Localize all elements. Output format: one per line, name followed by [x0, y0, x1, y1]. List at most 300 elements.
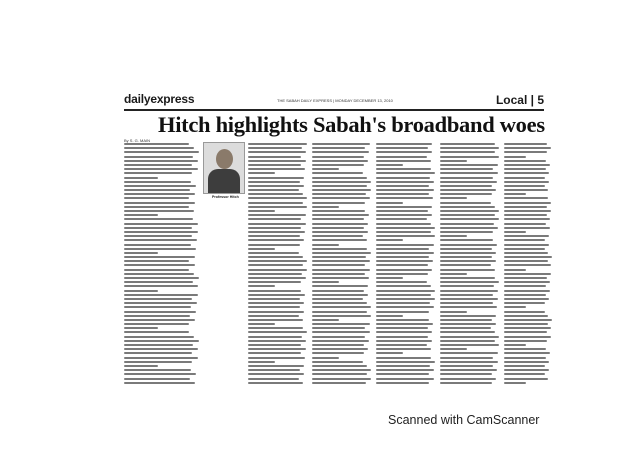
text-line	[504, 290, 550, 292]
text-line	[504, 269, 526, 271]
text-line	[124, 285, 198, 287]
text-line	[312, 294, 368, 296]
text-line	[248, 323, 275, 325]
text-line	[312, 319, 339, 321]
text-line	[248, 160, 306, 162]
text-line	[504, 256, 552, 258]
scanner-watermark: Scanned with CamScanner	[388, 413, 540, 427]
text-line	[124, 231, 198, 233]
text-line	[312, 378, 371, 380]
text-line	[504, 185, 545, 187]
section-label: Local | 5	[495, 93, 544, 107]
text-line	[440, 382, 492, 384]
text-line	[504, 168, 546, 170]
text-line	[248, 210, 275, 212]
text-line	[248, 147, 302, 149]
text-line	[312, 256, 366, 258]
text-line	[124, 365, 158, 367]
text-line	[248, 311, 304, 313]
text-line	[124, 252, 158, 254]
text-line	[376, 206, 432, 208]
text-line	[376, 331, 432, 333]
text-line	[248, 172, 275, 174]
text-line	[124, 260, 189, 262]
text-line	[440, 365, 493, 367]
text-line	[124, 206, 189, 208]
text-line	[376, 327, 428, 329]
text-line	[440, 143, 495, 145]
text-line	[124, 185, 196, 187]
text-line	[124, 235, 192, 237]
text-line	[248, 373, 304, 375]
text-line	[312, 185, 367, 187]
text-line	[248, 331, 307, 333]
text-line	[312, 206, 339, 208]
text-line	[248, 319, 303, 321]
text-line	[312, 373, 367, 375]
text-line	[504, 177, 545, 179]
text-line	[440, 164, 498, 166]
text-line	[376, 244, 434, 246]
text-column-4	[376, 143, 436, 386]
text-line	[312, 235, 363, 237]
text-line	[504, 202, 551, 204]
text-line	[312, 151, 369, 153]
text-line	[440, 231, 493, 233]
text-line	[124, 315, 190, 317]
text-line	[376, 164, 403, 166]
text-line	[312, 357, 339, 359]
text-line	[248, 260, 307, 262]
text-line	[312, 244, 339, 246]
text-line	[504, 248, 545, 250]
text-line	[376, 210, 428, 212]
text-line	[440, 147, 499, 149]
text-line	[376, 260, 433, 262]
text-line	[376, 193, 429, 195]
text-line	[312, 302, 367, 304]
text-line	[124, 369, 191, 371]
text-line	[248, 357, 305, 359]
text-line	[504, 143, 547, 145]
text-line	[124, 189, 190, 191]
text-line	[248, 218, 301, 220]
text-line	[124, 193, 195, 195]
text-line	[248, 306, 300, 308]
text-line	[124, 306, 191, 308]
text-line	[312, 323, 370, 325]
text-line	[440, 298, 498, 300]
text-line	[124, 331, 189, 333]
text-line	[376, 248, 429, 250]
text-line	[440, 311, 467, 313]
text-line	[376, 256, 429, 258]
text-line	[504, 218, 550, 220]
text-line	[248, 352, 301, 354]
text-line	[124, 147, 194, 149]
text-line	[248, 264, 303, 266]
text-line	[376, 189, 434, 191]
text-line	[312, 214, 369, 216]
text-line	[124, 352, 192, 354]
text-line	[312, 348, 368, 350]
text-line	[504, 160, 546, 162]
text-line	[504, 235, 549, 237]
text-line	[440, 244, 497, 246]
text-line	[312, 193, 366, 195]
text-line	[376, 373, 429, 375]
text-line	[376, 277, 403, 279]
text-line	[248, 235, 300, 237]
text-line	[312, 298, 363, 300]
text-line	[376, 168, 431, 170]
text-line	[504, 197, 548, 199]
text-line	[124, 177, 158, 179]
text-line	[312, 361, 363, 363]
text-line	[376, 344, 427, 346]
text-line	[440, 357, 493, 359]
text-line	[504, 214, 547, 216]
text-line	[440, 223, 494, 225]
text-line	[312, 202, 365, 204]
text-line	[124, 273, 194, 275]
text-line	[376, 361, 435, 363]
text-line	[124, 218, 193, 220]
text-line	[376, 264, 428, 266]
text-line	[504, 223, 546, 225]
text-line	[440, 340, 495, 342]
text-line	[124, 227, 192, 229]
text-line	[248, 185, 304, 187]
text-line	[504, 382, 526, 384]
text-line	[504, 264, 551, 266]
text-line	[248, 214, 306, 216]
text-line	[440, 281, 499, 283]
text-line	[248, 231, 305, 233]
text-line	[504, 361, 549, 363]
text-line	[124, 277, 199, 279]
text-line	[376, 185, 429, 187]
text-line	[376, 302, 430, 304]
text-line	[124, 181, 191, 183]
text-line	[376, 336, 428, 338]
text-line	[440, 151, 495, 153]
text-line	[124, 244, 191, 246]
text-line	[440, 172, 498, 174]
text-line	[248, 277, 306, 279]
text-line	[504, 281, 550, 283]
text-line	[440, 348, 467, 350]
text-line	[248, 189, 299, 191]
text-line	[440, 185, 492, 187]
text-line	[248, 151, 306, 153]
text-line	[312, 331, 370, 333]
text-line	[376, 290, 435, 292]
text-line	[440, 235, 467, 237]
text-line	[504, 331, 547, 333]
text-line	[312, 177, 367, 179]
text-line	[124, 382, 195, 384]
text-line	[376, 340, 432, 342]
text-line	[440, 197, 467, 199]
text-line	[124, 143, 189, 145]
text-line	[376, 294, 431, 296]
text-line	[504, 277, 547, 279]
text-line	[312, 306, 371, 308]
text-line	[504, 156, 526, 158]
text-line	[312, 260, 370, 262]
text-line	[440, 315, 496, 317]
text-line	[312, 281, 339, 283]
text-line	[440, 285, 494, 287]
portrait-body	[208, 169, 240, 194]
text-line	[312, 264, 365, 266]
text-line	[376, 352, 403, 354]
text-line	[440, 256, 492, 258]
text-line	[504, 302, 545, 304]
text-line	[504, 181, 549, 183]
text-line	[376, 252, 434, 254]
text-line	[504, 227, 550, 229]
text-line	[504, 336, 551, 338]
text-line	[124, 202, 195, 204]
text-line	[504, 252, 548, 254]
text-line	[312, 231, 368, 233]
text-line	[504, 319, 552, 321]
text-line	[312, 210, 365, 212]
text-line	[440, 331, 495, 333]
text-line	[440, 306, 497, 308]
text-line	[504, 327, 551, 329]
text-line	[376, 172, 435, 174]
text-line	[312, 336, 365, 338]
text-line	[248, 336, 302, 338]
text-line	[248, 193, 303, 195]
text-line	[440, 277, 495, 279]
text-line	[124, 269, 189, 271]
text-line	[312, 365, 367, 367]
text-line	[504, 311, 545, 313]
text-line	[312, 227, 364, 229]
text-line	[312, 290, 364, 292]
text-line	[312, 311, 367, 313]
text-line	[312, 143, 370, 145]
text-line	[376, 323, 433, 325]
text-line	[376, 235, 435, 237]
text-line	[440, 214, 495, 216]
text-line	[440, 227, 498, 229]
text-line	[376, 231, 431, 233]
text-line	[124, 378, 190, 380]
text-line	[440, 160, 467, 162]
text-line	[248, 344, 301, 346]
text-line	[440, 290, 498, 292]
text-line	[124, 327, 158, 329]
text-line	[376, 273, 428, 275]
text-line	[440, 218, 499, 220]
text-line	[504, 294, 546, 296]
text-line	[312, 160, 368, 162]
text-line	[124, 340, 199, 342]
text-line	[312, 239, 367, 241]
text-line	[312, 218, 364, 220]
text-line	[248, 143, 307, 145]
text-line	[504, 365, 545, 367]
text-line	[376, 143, 432, 145]
text-line	[376, 357, 431, 359]
text-line	[376, 151, 432, 153]
photo-caption: Professor Hitch	[212, 195, 239, 199]
text-line	[440, 352, 498, 354]
dateline: THE SABAH DAILY EXPRESS | MONDAY DECEMBER 13, 2010	[277, 98, 393, 103]
text-line	[376, 311, 429, 313]
text-line	[248, 223, 306, 225]
text-line	[312, 277, 369, 279]
byline: By S. G. MAIN	[124, 138, 151, 143]
text-line	[248, 378, 299, 380]
text-line	[248, 302, 304, 304]
text-line	[504, 273, 551, 275]
text-line	[312, 181, 371, 183]
text-line	[124, 210, 194, 212]
text-line	[124, 264, 195, 266]
text-line	[312, 369, 371, 371]
text-line	[376, 218, 427, 220]
article-headline: Hitch highlights Sabah's broadband woes	[158, 112, 545, 137]
text-line	[504, 352, 550, 354]
text-line	[440, 336, 499, 338]
text-line	[440, 302, 493, 304]
text-line	[504, 315, 548, 317]
text-line	[248, 361, 275, 363]
text-line	[312, 189, 371, 191]
text-line	[504, 244, 549, 246]
text-line	[440, 319, 492, 321]
text-line	[376, 315, 403, 317]
text-line	[124, 336, 194, 338]
text-line	[376, 382, 429, 384]
text-line	[440, 168, 493, 170]
text-line	[124, 223, 198, 225]
text-line	[312, 382, 366, 384]
text-line	[248, 273, 302, 275]
text-line	[248, 290, 301, 292]
text-line	[312, 352, 364, 354]
text-line	[312, 223, 368, 225]
text-line	[504, 193, 526, 195]
text-line	[376, 227, 435, 229]
text-line	[440, 294, 493, 296]
text-line	[376, 306, 434, 308]
text-line	[504, 231, 526, 233]
text-line	[248, 327, 303, 329]
text-column-5	[440, 143, 500, 386]
text-line	[124, 168, 198, 170]
text-line	[504, 147, 551, 149]
text-line	[440, 206, 495, 208]
text-line	[124, 248, 196, 250]
text-line	[440, 264, 491, 266]
text-line	[312, 269, 370, 271]
text-line	[504, 172, 549, 174]
text-line	[440, 248, 492, 250]
text-line	[440, 373, 492, 375]
text-line	[124, 357, 198, 359]
text-line	[440, 181, 497, 183]
text-line	[504, 373, 545, 375]
text-line	[376, 365, 430, 367]
text-line	[312, 248, 367, 250]
text-line	[504, 298, 549, 300]
text-line	[504, 357, 546, 359]
text-line	[248, 177, 304, 179]
text-line	[440, 369, 497, 371]
text-column-6	[504, 143, 552, 386]
text-line	[376, 223, 431, 225]
text-line	[440, 269, 495, 271]
text-line	[440, 210, 499, 212]
text-line	[504, 151, 547, 153]
text-line	[248, 202, 303, 204]
text-line	[124, 373, 196, 375]
text-column-3	[312, 143, 372, 386]
text-line	[440, 193, 492, 195]
text-line	[312, 285, 368, 287]
text-line	[376, 147, 428, 149]
text-line	[376, 269, 432, 271]
text-column-1	[124, 143, 200, 386]
text-line	[248, 298, 300, 300]
text-line	[248, 164, 301, 166]
text-line	[248, 382, 303, 384]
text-line	[376, 369, 434, 371]
text-line	[248, 365, 304, 367]
text-line	[248, 252, 299, 254]
text-line	[124, 239, 197, 241]
text-line	[124, 160, 198, 162]
text-line	[376, 285, 431, 287]
text-line	[312, 156, 364, 158]
text-line	[248, 315, 299, 317]
text-line	[376, 202, 403, 204]
masthead-rule	[124, 109, 544, 111]
text-line	[312, 172, 363, 174]
text-line	[312, 147, 365, 149]
text-line	[440, 378, 496, 380]
text-line	[504, 206, 547, 208]
text-line	[248, 281, 301, 283]
text-line	[440, 327, 491, 329]
text-line	[440, 344, 499, 346]
text-line	[312, 315, 371, 317]
text-line	[248, 248, 275, 250]
text-line	[248, 340, 306, 342]
text-line	[504, 369, 549, 371]
text-column-2	[248, 143, 308, 386]
text-line	[504, 260, 548, 262]
text-line	[504, 189, 548, 191]
text-line	[124, 348, 198, 350]
text-line	[124, 256, 195, 258]
text-line	[248, 369, 300, 371]
text-line	[312, 168, 339, 170]
text-line	[440, 260, 496, 262]
publication-name: dailyexpress	[124, 92, 195, 106]
text-line	[504, 239, 545, 241]
text-line	[440, 239, 493, 241]
text-line	[376, 298, 435, 300]
text-line	[376, 197, 433, 199]
